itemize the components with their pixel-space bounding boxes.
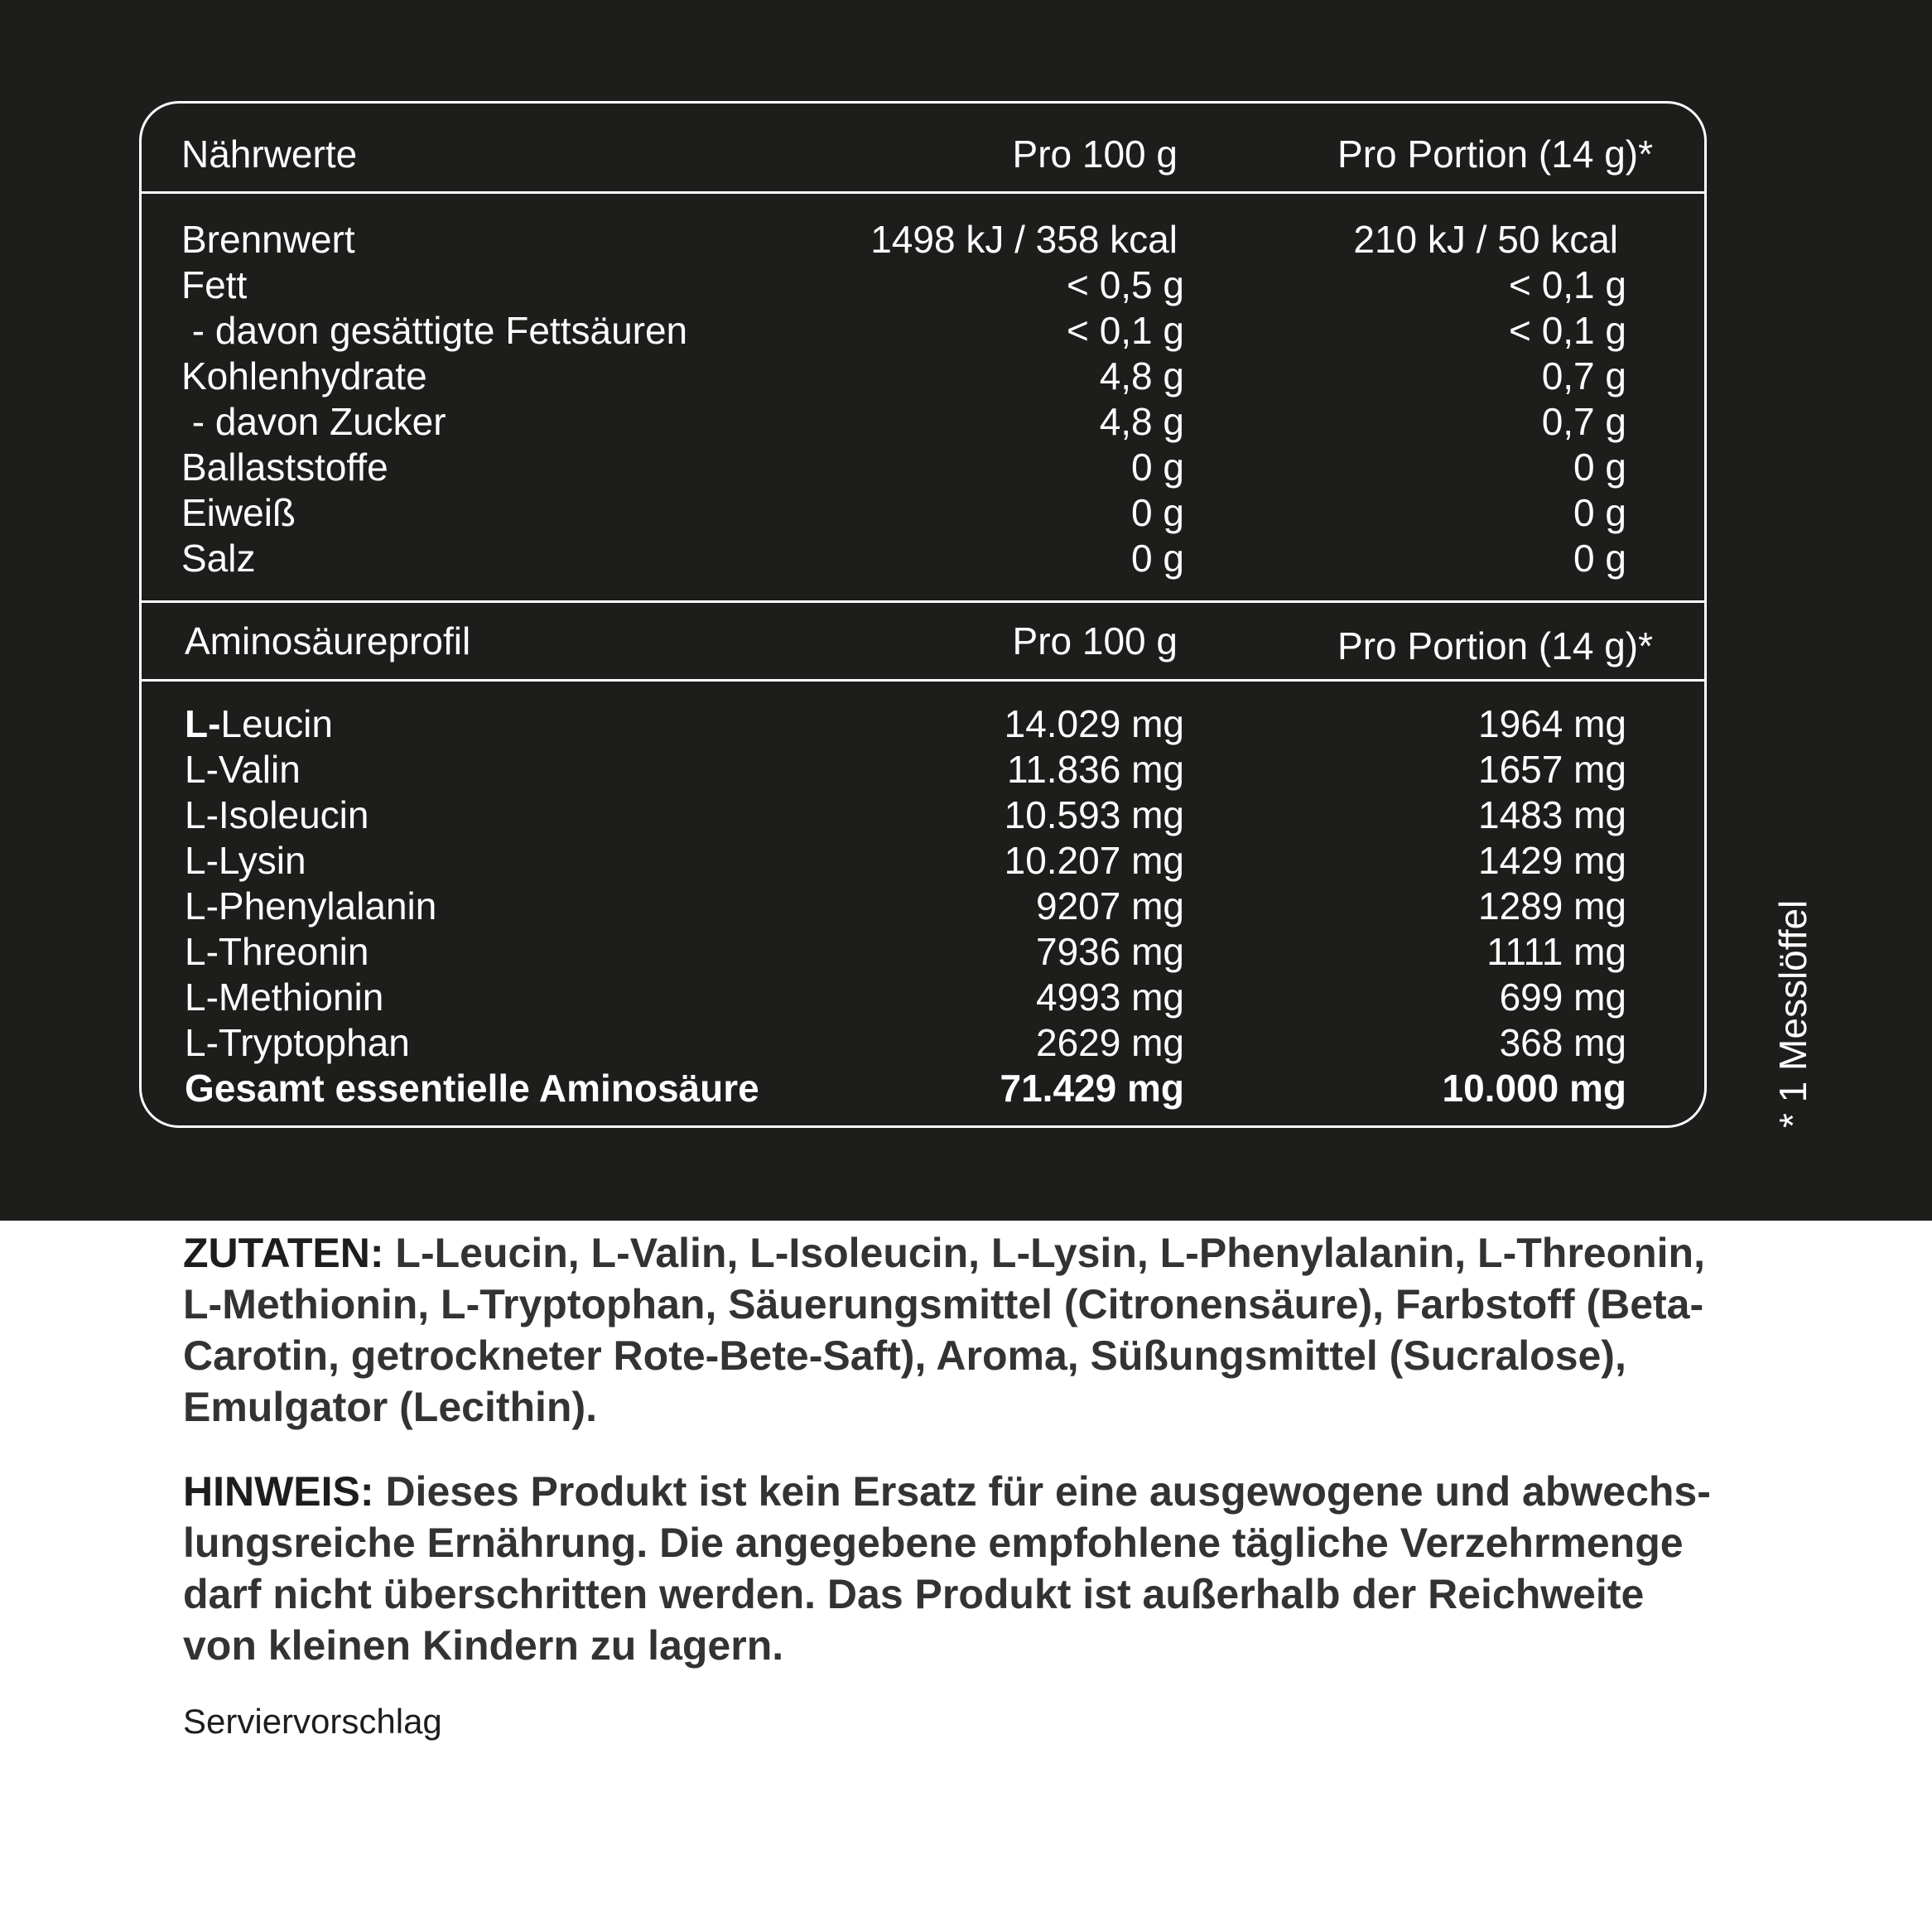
table-row	[142, 263, 1704, 308]
table-row	[142, 975, 1704, 1020]
row-per100: 0 g	[1131, 446, 1184, 489]
divider	[142, 191, 1704, 194]
row-label: Fett	[181, 263, 248, 306]
nutrition-header-label: Nährwerte	[181, 132, 358, 176]
nutrition-header-per100: Pro 100 g	[1012, 132, 1178, 176]
row-per-portion: 368 mg	[1499, 1021, 1626, 1064]
ingredients-block	[183, 1227, 1723, 1433]
row-per-portion: 0,7 g	[1541, 354, 1626, 397]
divider	[142, 600, 1704, 603]
table-row	[142, 217, 1704, 263]
row-per100: 7936 mg	[1035, 930, 1184, 973]
row-per100: < 0,5 g	[1067, 263, 1184, 306]
row-label	[185, 701, 333, 747]
row-per-portion: 210 kJ / 50 kcal	[1353, 218, 1618, 261]
serving-suggestion-caption: Serviervorschlag	[183, 1702, 442, 1741]
table-row	[142, 399, 1704, 445]
row-per-portion: 0 g	[1573, 537, 1626, 580]
row-label: L-Tryptophan	[185, 1021, 410, 1064]
row-label: - davon gesättigte Fettsäuren	[181, 309, 688, 352]
row-per-portion: < 0,1 g	[1509, 263, 1626, 306]
ingredients-lead: ZUTATEN:	[183, 1230, 384, 1276]
nutrition-table	[139, 101, 1707, 1128]
row-per100: 4993 mg	[1035, 976, 1184, 1019]
divider	[142, 679, 1704, 682]
row-per-portion: 1657 mg	[1477, 748, 1626, 791]
nutrition-header-row	[142, 132, 1704, 177]
row-per100: 4,8 g	[1099, 400, 1184, 443]
total-row	[142, 1066, 1704, 1111]
table-row	[142, 884, 1704, 929]
row-label: L-Isoleucin	[185, 793, 369, 836]
row-per100: 14.029 mg	[1004, 702, 1184, 745]
table-row	[142, 308, 1704, 354]
row-per100: 1498 kJ / 358 kcal	[870, 218, 1178, 261]
table-row	[142, 354, 1704, 399]
row-label: Brennwert	[181, 218, 355, 261]
row-label: Salz	[181, 537, 256, 580]
row-per-portion: 1964 mg	[1477, 702, 1626, 745]
table-row	[142, 445, 1704, 490]
total-label: Gesamt essentielle Aminosäure	[185, 1067, 759, 1110]
table-row	[142, 747, 1704, 793]
row-per-portion: < 0,1 g	[1509, 309, 1626, 352]
row-label: - davon Zucker	[181, 400, 446, 443]
row-label: Ballaststoffe	[181, 446, 388, 489]
amino-header-row	[142, 619, 1704, 667]
row-per100: 11.836 mg	[1007, 748, 1184, 791]
row-per-portion: 1483 mg	[1477, 793, 1626, 836]
amino-header-per-portion: Pro Portion (14 g)*	[1337, 624, 1653, 667]
row-label-prefix: L-	[185, 702, 221, 745]
row-per100: 9207 mg	[1035, 884, 1184, 927]
row-label: L-Methionin	[185, 976, 384, 1019]
row-per100: 2629 mg	[1035, 1021, 1184, 1064]
row-label: Eiweiß	[181, 491, 296, 534]
row-per-portion: 1111 mg	[1486, 930, 1626, 973]
table-row	[142, 536, 1704, 581]
row-label: Kohlenhydrate	[181, 354, 427, 397]
table-row	[142, 793, 1704, 838]
amino-header-label: Aminosäureprofil	[185, 619, 471, 662]
total-per-portion: 10.000 mg	[1442, 1067, 1626, 1110]
ingredients-text: L-Leucin, L-Valin, L-Isoleucin, L-Lysin, L-Phenylalanin, L-Threonin, L-Methionin, L-Tryptophan, Säuerungsmittel (Citronensäure), Farbstoff (Beta-Carotin, getrockneter Rote-Bete-Saft), Aroma, Süßungsmittel (Sucralose), Emulgator (Lecithin).	[183, 1230, 1705, 1430]
row-per100: < 0,1 g	[1067, 309, 1184, 352]
table-row	[142, 1020, 1704, 1066]
total-per100: 71.429 mg	[1000, 1067, 1184, 1110]
notice-block	[183, 1466, 1723, 1671]
row-per-portion: 0 g	[1573, 491, 1626, 534]
row-per100: 10.207 mg	[1004, 839, 1184, 882]
row-per-portion: 0 g	[1573, 446, 1626, 489]
serving-footnote: * 1 Messlöffel	[1771, 899, 1814, 1128]
row-label: L-Threonin	[185, 930, 369, 973]
row-per-portion: 0,7 g	[1541, 400, 1626, 443]
row-per-portion: 699 mg	[1499, 976, 1626, 1019]
row-label-rest: Leucin	[220, 702, 333, 745]
row-label: L-Lysin	[185, 839, 306, 882]
notice-lead: HINWEIS:	[183, 1468, 374, 1515]
row-label: L-Phenylalanin	[185, 884, 437, 927]
row-per100: 10.593 mg	[1004, 793, 1184, 836]
table-row	[142, 701, 1704, 747]
table-row	[142, 490, 1704, 536]
amino-header-per100: Pro 100 g	[1012, 619, 1178, 662]
row-per100: 0 g	[1131, 491, 1184, 534]
notice-text: Dieses Produkt ist kein Ersatz für eine ausgewogene und abwechs-lungsreiche Ernährung. Die angegebene empfohlene tägliche Verzehrmenge darf nicht überschritten werden. Das Produkt ist außerhalb der Reichweite von kleinen Kindern zu lagern.	[183, 1468, 1711, 1669]
row-per-portion: 1429 mg	[1477, 839, 1626, 882]
row-per100: 0 g	[1131, 537, 1184, 580]
row-per100: 4,8 g	[1099, 354, 1184, 397]
table-row	[142, 838, 1704, 884]
row-label: L-Valin	[185, 748, 301, 791]
nutrition-header-per-portion: Pro Portion (14 g)*	[1337, 132, 1653, 176]
row-per-portion: 1289 mg	[1477, 884, 1626, 927]
table-row	[142, 929, 1704, 975]
